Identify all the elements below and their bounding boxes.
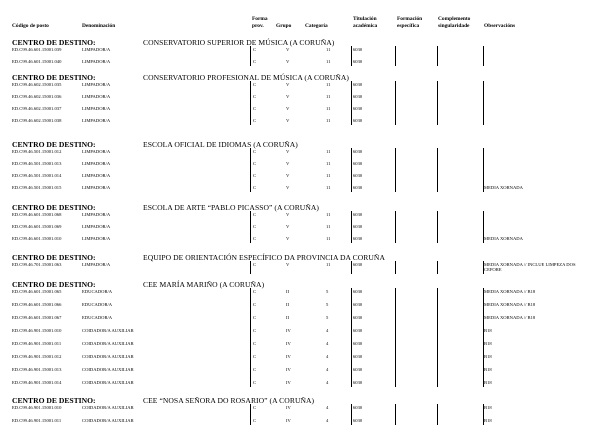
cell-titulacion: 6030 bbox=[353, 173, 363, 178]
column-divider bbox=[250, 148, 251, 192]
cell-denominacion: LIMPADOR/A bbox=[82, 173, 111, 178]
cell-grupo: V bbox=[286, 185, 290, 190]
table-row bbox=[0, 236, 615, 242]
cell-forma: C bbox=[253, 302, 257, 307]
cell-categoria: 11 bbox=[326, 118, 331, 123]
cell-denominacion: COIDADOR/A AUXILIAR bbox=[82, 341, 134, 346]
cell-code: ED.C99.46.601.15001.069 bbox=[12, 224, 62, 229]
section-label: CENTRO DE DESTINO: bbox=[12, 38, 96, 47]
column-divider bbox=[483, 148, 484, 192]
table-row bbox=[0, 106, 615, 112]
cell-titulacion: 6030 bbox=[353, 367, 363, 372]
cell-grupo: V bbox=[286, 262, 290, 267]
cell-forma: C bbox=[253, 262, 257, 267]
cell-denominacion: COIDADOR/A AUXILIAR bbox=[82, 367, 134, 372]
cell-code: ED.C99.46.602.15001.038 bbox=[12, 118, 62, 123]
cell-observaciones: MEDIA XORNADA // B18 bbox=[484, 315, 536, 320]
cell-titulacion: 6030 bbox=[353, 354, 363, 359]
cell-denominacion: LIMPADOR/A bbox=[82, 47, 111, 52]
section-title: CONSERVATORIO PROFESIONAL DE MÚSICA (A CORUÑA) bbox=[143, 73, 349, 82]
column-divider bbox=[351, 148, 352, 192]
column-divider bbox=[483, 288, 484, 387]
cell-forma: C bbox=[253, 418, 257, 423]
col-header-forma-line2: prov. bbox=[252, 23, 264, 29]
section-label: CENTRO DE DESTINO: bbox=[12, 253, 96, 262]
column-divider bbox=[351, 288, 352, 387]
cell-categoria: 11 bbox=[326, 106, 331, 111]
cell-denominacion: COIDADOR/A AUXILIAR bbox=[82, 418, 134, 423]
column-divider bbox=[437, 404, 438, 425]
table-row bbox=[0, 161, 615, 167]
cell-denominacion: EDUCADOR/A bbox=[82, 315, 113, 320]
cell-grupo: V bbox=[286, 212, 290, 217]
cell-forma: C bbox=[253, 380, 257, 385]
cell-forma: C bbox=[253, 341, 257, 346]
cell-forma: C bbox=[253, 94, 257, 99]
cell-forma: C bbox=[253, 149, 257, 154]
cell-grupo: V bbox=[286, 59, 290, 64]
cell-titulacion: 6030 bbox=[353, 59, 363, 64]
cell-forma: C bbox=[253, 118, 257, 123]
cell-forma: C bbox=[253, 224, 257, 229]
cell-grupo: II bbox=[286, 302, 290, 307]
cell-denominacion: LIMPADOR/A bbox=[82, 185, 111, 190]
cell-grupo: V bbox=[286, 149, 290, 154]
cell-code: ED.C99.46.601.15001.066 bbox=[12, 302, 62, 307]
cell-forma: C bbox=[253, 59, 257, 64]
cell-code: ED.C99.46.501.15001.012 bbox=[12, 149, 62, 154]
cell-observaciones-line2: CEFORE bbox=[484, 267, 502, 272]
col-header-titulacion-line1: Titulación bbox=[353, 16, 377, 22]
cell-categoria: 11 bbox=[326, 185, 331, 190]
cell-denominacion: EDUCADOR/A bbox=[82, 289, 113, 294]
cell-forma: C bbox=[253, 47, 257, 52]
section-label: CENTRO DE DESTINO: bbox=[12, 203, 96, 212]
cell-grupo: V bbox=[286, 173, 290, 178]
col-header-observaciones: Observacións bbox=[484, 23, 516, 29]
cell-categoria: 5 bbox=[326, 302, 329, 307]
cell-code: ED.C99.46.602.15001.037 bbox=[12, 106, 62, 111]
cell-categoria: 11 bbox=[326, 149, 331, 154]
column-divider bbox=[351, 46, 352, 66]
cell-code: ED.C99.46.901.15001.011 bbox=[12, 418, 62, 423]
section-label: CENTRO DE DESTINO: bbox=[12, 280, 96, 289]
table-row bbox=[0, 302, 615, 308]
column-divider bbox=[437, 81, 438, 125]
section-title: CONSERVATORIO SUPERIOR DE MÚSICA (A CORUÑA) bbox=[143, 38, 335, 47]
column-divider bbox=[250, 288, 251, 387]
table-row bbox=[0, 185, 615, 191]
cell-forma: C bbox=[253, 106, 257, 111]
cell-observaciones: B18 bbox=[484, 354, 492, 359]
cell-categoria: 11 bbox=[326, 212, 331, 217]
cell-categoria: 4 bbox=[326, 405, 329, 410]
cell-code: ED.C99.46.601.15001.068 bbox=[12, 212, 62, 217]
col-header-denominacion: Denominación bbox=[82, 23, 116, 29]
section-title: ESCOLA OFICIAL DE IDIOMAS (A CORUÑA) bbox=[143, 140, 298, 149]
column-divider bbox=[395, 46, 396, 66]
cell-titulacion: 6030 bbox=[353, 106, 363, 111]
column-divider bbox=[483, 211, 484, 243]
col-header-titulacion-line2: académica bbox=[353, 23, 378, 29]
cell-categoria: 4 bbox=[326, 367, 329, 372]
table-row bbox=[0, 341, 615, 347]
column-divider bbox=[395, 261, 396, 274]
table-row bbox=[0, 94, 615, 100]
cell-categoria: 11 bbox=[326, 262, 331, 267]
column-divider bbox=[395, 288, 396, 387]
cell-categoria: 4 bbox=[326, 341, 329, 346]
col-header-forma-line1: Forma bbox=[252, 16, 268, 22]
cell-grupo: V bbox=[286, 47, 290, 52]
table-row bbox=[0, 118, 615, 124]
cell-code: ED.C99.46.601.15001.010 bbox=[12, 236, 62, 241]
cell-observaciones: B18 bbox=[484, 341, 492, 346]
cell-forma: C bbox=[253, 354, 257, 359]
col-header-complemento-line1: Complemento bbox=[438, 16, 471, 22]
column-divider bbox=[437, 288, 438, 387]
cell-grupo: IV bbox=[286, 418, 291, 423]
cell-categoria: 5 bbox=[326, 315, 329, 320]
cell-denominacion: LIMPADOR/A bbox=[82, 118, 111, 123]
cell-denominacion: LIMPADOR/A bbox=[82, 224, 111, 229]
table-row bbox=[0, 380, 615, 386]
cell-forma: C bbox=[253, 315, 257, 320]
cell-grupo: V bbox=[286, 236, 290, 241]
cell-forma: C bbox=[253, 367, 257, 372]
cell-code: ED.C99.46.601.15001.067 bbox=[12, 315, 62, 320]
cell-grupo: IV bbox=[286, 367, 291, 372]
cell-categoria: 11 bbox=[326, 236, 331, 241]
cell-forma: C bbox=[253, 289, 257, 294]
table-row bbox=[0, 82, 615, 88]
cell-forma: C bbox=[253, 185, 257, 190]
cell-code: ED.C99.46.602.15001.036 bbox=[12, 94, 62, 99]
section-title: CEE “NOSA SEÑORA DO ROSARIO” (A CORUÑA) bbox=[143, 396, 315, 405]
cell-grupo: IV bbox=[286, 328, 291, 333]
column-divider bbox=[250, 261, 251, 274]
cell-code: ED.C99.46.501.15001.014 bbox=[12, 173, 62, 178]
cell-grupo: IV bbox=[286, 341, 291, 346]
cell-observaciones: B18 bbox=[484, 328, 492, 333]
cell-forma: C bbox=[253, 405, 257, 410]
cell-categoria: 11 bbox=[326, 82, 331, 87]
cell-observaciones: MEDIA XORNADA bbox=[484, 236, 523, 241]
cell-observaciones: B18 bbox=[484, 380, 492, 385]
table-row bbox=[0, 173, 615, 179]
cell-observaciones: B18 bbox=[484, 418, 492, 423]
col-header-formacion-line1: Formación bbox=[397, 16, 423, 22]
cell-forma: C bbox=[253, 212, 257, 217]
column-divider bbox=[437, 46, 438, 66]
column-divider bbox=[395, 211, 396, 243]
column-divider bbox=[437, 261, 438, 274]
section-title: ESCOLA DE ARTE “PABLO PICASSO” (A CORUÑA) bbox=[143, 203, 319, 212]
section-title: EQUIPO DE ORIENTACIÓN ESPECÍFICO DA PROVINCIA DA CORUÑA bbox=[143, 253, 385, 262]
table-row bbox=[0, 418, 615, 424]
cell-titulacion: 6030 bbox=[353, 315, 363, 320]
cell-categoria: 11 bbox=[326, 224, 331, 229]
cell-observaciones: B18 bbox=[484, 367, 492, 372]
table-row bbox=[0, 149, 615, 155]
cell-code: ED.C99.46.901.15001.013 bbox=[12, 367, 62, 372]
column-divider bbox=[351, 404, 352, 425]
table-row bbox=[0, 289, 615, 295]
cell-titulacion: 6030 bbox=[353, 380, 363, 385]
cell-grupo: II bbox=[286, 315, 290, 320]
cell-code: ED.C99.46.901.15001.014 bbox=[12, 380, 62, 385]
cell-denominacion: COIDADOR/A AUXILIAR bbox=[82, 405, 134, 410]
column-divider bbox=[395, 404, 396, 425]
cell-code: ED.C99.46.601.15001.039 bbox=[12, 47, 62, 52]
cell-titulacion: 6030 bbox=[353, 341, 363, 346]
cell-titulacion: 6030 bbox=[353, 149, 363, 154]
section-title: CEE MARÍA MARIÑO (A CORUÑA) bbox=[143, 280, 265, 289]
cell-code: ED.C99.46.501.15001.015 bbox=[12, 185, 62, 190]
cell-code: ED.C99.46.901.15001.012 bbox=[12, 354, 62, 359]
cell-titulacion: 6030 bbox=[353, 418, 363, 423]
section-label: CENTRO DE DESTINO: bbox=[12, 396, 96, 405]
cell-denominacion: COIDADOR/A AUXILIAR bbox=[82, 354, 134, 359]
table-row bbox=[0, 47, 615, 53]
cell-grupo: IV bbox=[286, 405, 291, 410]
cell-categoria: 11 bbox=[326, 94, 331, 99]
table-row bbox=[0, 367, 615, 373]
section-label: CENTRO DE DESTINO: bbox=[12, 73, 96, 82]
column-divider bbox=[250, 46, 251, 66]
cell-grupo: V bbox=[286, 106, 290, 111]
cell-code: ED.C99.46.901.15001.010 bbox=[12, 328, 62, 333]
column-divider bbox=[483, 404, 484, 425]
cell-code: ED.C99.46.601.15001.040 bbox=[12, 59, 62, 64]
cell-grupo: V bbox=[286, 161, 290, 166]
column-divider bbox=[437, 211, 438, 243]
cell-code: ED.C99.46.901.15001.011 bbox=[12, 341, 62, 346]
cell-denominacion: LIMPADOR/A bbox=[82, 94, 111, 99]
column-divider bbox=[351, 261, 352, 274]
table-row bbox=[0, 328, 615, 334]
cell-forma: C bbox=[253, 161, 257, 166]
cell-titulacion: 6030 bbox=[353, 212, 363, 217]
cell-grupo: V bbox=[286, 224, 290, 229]
table-row bbox=[0, 315, 615, 321]
cell-forma: C bbox=[253, 173, 257, 178]
cell-titulacion: 6030 bbox=[353, 236, 363, 241]
cell-titulacion: 6030 bbox=[353, 185, 363, 190]
cell-denominacion: LIMPADOR/A bbox=[82, 236, 111, 241]
cell-code: ED.C99.46.701.15001.063 bbox=[12, 262, 62, 267]
cell-denominacion: COIDADOR/A AUXILIAR bbox=[82, 380, 134, 385]
cell-observaciones: MEDIA XORNADA // B18 bbox=[484, 289, 536, 294]
column-divider bbox=[351, 81, 352, 125]
cell-denominacion: LIMPADOR/A bbox=[82, 161, 111, 166]
table-row bbox=[0, 59, 615, 65]
column-divider bbox=[483, 81, 484, 125]
col-header-formacion-line2: específica bbox=[397, 23, 420, 29]
cell-titulacion: 6030 bbox=[353, 82, 363, 87]
cell-forma: C bbox=[253, 82, 257, 87]
cell-categoria: 11 bbox=[326, 59, 331, 64]
cell-code: ED.C99.46.601.15001.065 bbox=[12, 289, 62, 294]
cell-denominacion: EDUCADOR/A bbox=[82, 302, 113, 307]
cell-observaciones: MEDIA XORNADA // B18 bbox=[484, 302, 536, 307]
table-row bbox=[0, 224, 615, 230]
cell-titulacion: 6030 bbox=[353, 328, 363, 333]
cell-denominacion: COIDADOR/A AUXILIAR bbox=[82, 328, 134, 333]
cell-categoria: 11 bbox=[326, 47, 331, 52]
column-divider bbox=[437, 148, 438, 192]
column-divider bbox=[250, 211, 251, 243]
column-divider bbox=[395, 148, 396, 192]
cell-forma: C bbox=[253, 328, 257, 333]
cell-denominacion: LIMPADOR/A bbox=[82, 106, 111, 111]
column-divider bbox=[351, 211, 352, 243]
cell-forma: C bbox=[253, 236, 257, 241]
col-header-codigo: Código de posto bbox=[12, 23, 49, 29]
cell-titulacion: 6030 bbox=[353, 302, 363, 307]
column-divider bbox=[250, 404, 251, 425]
col-header-complemento-line2: singularidade bbox=[438, 23, 470, 29]
cell-grupo: IV bbox=[286, 380, 291, 385]
cell-categoria: 5 bbox=[326, 289, 329, 294]
cell-code: ED.C99.46.602.15001.035 bbox=[12, 82, 62, 87]
cell-categoria: 4 bbox=[326, 328, 329, 333]
cell-categoria: 11 bbox=[326, 161, 331, 166]
cell-categoria: 4 bbox=[326, 354, 329, 359]
cell-grupo: II bbox=[286, 289, 290, 294]
cell-grupo: IV bbox=[286, 354, 291, 359]
cell-titulacion: 6030 bbox=[353, 94, 363, 99]
cell-denominacion: LIMPADOR/A bbox=[82, 262, 111, 267]
cell-observaciones: B18 bbox=[484, 405, 492, 410]
table-row bbox=[0, 405, 615, 411]
table-row bbox=[0, 212, 615, 218]
col-header-categoria: Categoría bbox=[305, 23, 328, 29]
column-divider bbox=[483, 46, 484, 66]
cell-categoria: 11 bbox=[326, 173, 331, 178]
cell-code: ED.C99.46.501.15001.013 bbox=[12, 161, 62, 166]
cell-categoria: 4 bbox=[326, 380, 329, 385]
cell-grupo: V bbox=[286, 94, 290, 99]
cell-titulacion: 6030 bbox=[353, 262, 363, 267]
cell-titulacion: 6030 bbox=[353, 118, 363, 123]
cell-denominacion: LIMPADOR/A bbox=[82, 82, 111, 87]
column-divider bbox=[483, 261, 484, 274]
cell-titulacion: 6030 bbox=[353, 405, 363, 410]
cell-observaciones: MEDIA XORNADA bbox=[484, 185, 523, 190]
cell-denominacion: LIMPADOR/A bbox=[82, 212, 111, 217]
column-divider bbox=[395, 81, 396, 125]
cell-titulacion: 6030 bbox=[353, 47, 363, 52]
cell-denominacion: LIMPADOR/A bbox=[82, 149, 111, 154]
cell-grupo: V bbox=[286, 118, 290, 123]
cell-titulacion: 6030 bbox=[353, 289, 363, 294]
cell-denominacion: LIMPADOR/A bbox=[82, 59, 111, 64]
table-row bbox=[0, 354, 615, 360]
cell-categoria: 4 bbox=[326, 418, 329, 423]
cell-grupo: V bbox=[286, 82, 290, 87]
cell-titulacion: 6030 bbox=[353, 224, 363, 229]
cell-code: ED.C99.46.901.15001.010 bbox=[12, 405, 62, 410]
section-label: CENTRO DE DESTINO: bbox=[12, 140, 96, 149]
cell-observaciones: MEDIA XORNADA // INCLUE LIMPEZA DOS bbox=[484, 262, 576, 267]
table-row bbox=[0, 262, 615, 272]
column-divider bbox=[250, 81, 251, 125]
cell-titulacion: 6030 bbox=[353, 161, 363, 166]
col-header-grupo: Grupo bbox=[276, 23, 292, 29]
